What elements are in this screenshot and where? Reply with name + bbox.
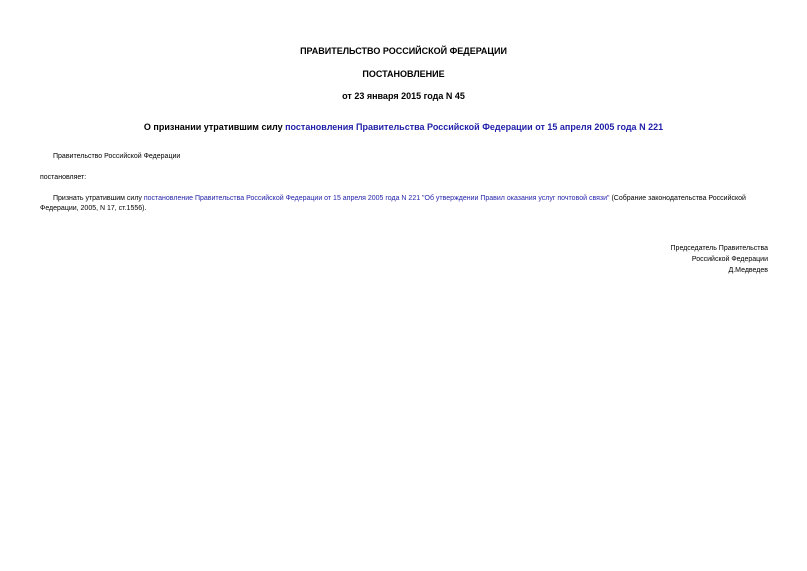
document-date-number: от 23 января 2015 года N 45 bbox=[342, 91, 465, 101]
signature-position-line1: Председатель Правительства bbox=[670, 245, 768, 252]
signature-position-line2: Российской Федерации bbox=[691, 256, 768, 263]
document-title bbox=[0, 121, 807, 133]
title-prefix: О признании утратившим силу bbox=[143, 122, 286, 132]
resolution-item bbox=[40, 194, 768, 214]
signature-name: Д.Медведев bbox=[728, 267, 768, 274]
item-prefix: Признать утратившим силу bbox=[53, 195, 144, 202]
subject-paragraph: Правительство Российской Федерации bbox=[53, 153, 181, 160]
issuing-authority: ПРАВИТЕЛЬСТВО РОССИЙСКОЙ ФЕДЕРАЦИИ bbox=[300, 46, 507, 56]
item-suffix: (Собрание законодательства Российской Федерации, 2005, N 17, ст.1556). bbox=[40, 195, 746, 212]
item-link[interactable]: постановление Правительства Российской Федерации от 15 апреля 2005 года N 221 "Об утверждении Правил оказания услуг почтовой связи" bbox=[143, 195, 610, 202]
resolves-paragraph: постановляет: bbox=[40, 174, 87, 181]
title-link[interactable]: постановления Правительства Российской Федерации от 15 апреля 2005 года N 221 bbox=[285, 122, 664, 132]
document-type: ПОСТАНОВЛЕНИЕ bbox=[362, 69, 445, 79]
